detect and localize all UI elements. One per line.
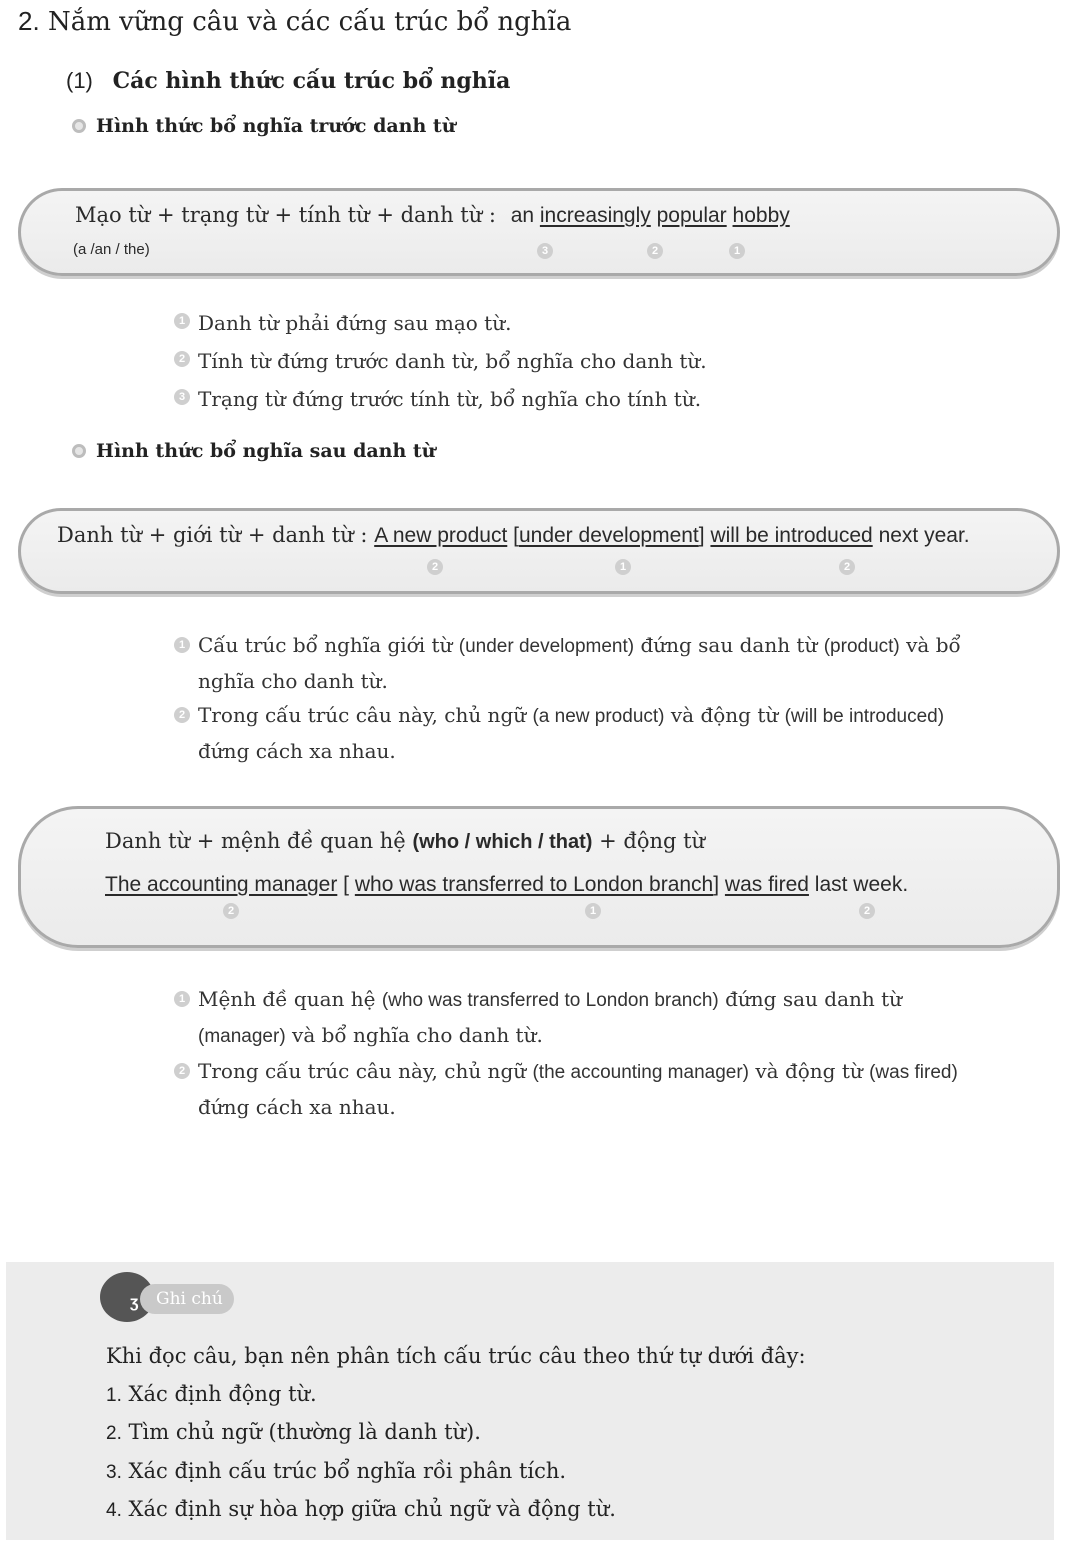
relative-pronouns: (who / which / that) — [412, 831, 593, 853]
note-part: (the accounting manager) — [532, 1062, 749, 1083]
pre-noun-example — [511, 204, 790, 227]
pre-noun-formula-line — [75, 203, 790, 228]
example-verb: was fired — [724, 873, 809, 896]
step-number: 1. — [106, 1384, 122, 1406]
prep-formula-box — [18, 508, 1060, 594]
note-part: đứng sau danh từ — [725, 987, 903, 1011]
note-part: (under development) — [458, 636, 635, 657]
subheading-title: Các hình thức cấu trúc bổ nghĩa — [112, 68, 511, 94]
marker-modifier: 1 — [585, 903, 601, 919]
note-step — [106, 1453, 1026, 1492]
relative-example — [105, 873, 908, 897]
note-part: và động từ — [670, 703, 779, 727]
step-text: Tìm chủ ngữ (thường là danh từ). — [128, 1420, 481, 1444]
marker-subject: 2 — [427, 559, 443, 575]
marker-verb: 2 — [859, 903, 875, 919]
ring-bullet-icon — [72, 444, 86, 458]
example-subject: A new product — [374, 524, 508, 547]
example-adjective: popular — [656, 204, 727, 227]
note-part: (will be introduced) — [784, 706, 945, 727]
note-part: (manager) — [198, 1026, 286, 1047]
note-step — [106, 1376, 1026, 1415]
example-modifier: who was transferred to London branch — [354, 873, 714, 896]
bracket-open: [ — [343, 873, 349, 896]
marker-verb: 2 — [839, 559, 855, 575]
marker-adverb: 3 — [537, 243, 553, 259]
marker-noun: 1 — [729, 243, 745, 259]
note-number: 1 — [174, 637, 190, 653]
prep-note — [174, 698, 1034, 768]
note-step — [106, 1491, 1026, 1530]
example-tail: last week. — [814, 873, 909, 896]
note-part: Cấu trúc bổ nghĩa giới từ — [198, 633, 453, 657]
example-subject: The accounting manager — [105, 873, 338, 896]
relative-formula: Danh từ + mệnh đề quan hệ — [105, 829, 406, 853]
note-part: (a new product) — [532, 706, 665, 727]
note-badge — [100, 1272, 235, 1322]
example-tail: next year. — [878, 524, 970, 547]
note-text: Trạng từ đứng trước tính từ, bổ nghĩa cho tính từ. — [198, 387, 702, 411]
relative-formula-line — [105, 829, 705, 854]
note-text — [198, 982, 902, 1054]
prep-note — [174, 628, 1034, 698]
note-part: (was fired) — [869, 1062, 958, 1083]
step-number: 4. — [106, 1500, 122, 1521]
pre-noun-notes — [174, 304, 707, 418]
note-number: 3 — [174, 389, 190, 405]
note-part: Mệnh đề quan hệ — [198, 987, 376, 1011]
section-number: 2. — [18, 6, 40, 36]
bracket-close: ] — [698, 524, 705, 547]
note-text — [198, 628, 961, 698]
note-text — [198, 698, 944, 768]
marker-modifier: 1 — [615, 559, 631, 575]
note-text: Danh từ phải đứng sau mạo từ. — [198, 311, 512, 335]
relative-note — [174, 1054, 1054, 1124]
relative-note — [174, 982, 1054, 1054]
prep-formula: Danh từ + giới từ + danh từ : — [57, 523, 368, 547]
note-part: nghĩa cho danh từ. — [198, 669, 388, 693]
note-intro: Khi đọc câu, bạn nên phân tích cấu trúc câu theo thứ tự dưới đây: — [106, 1344, 806, 1368]
relative-clause-box — [18, 806, 1060, 948]
note-text: Tính từ đứng trước danh từ, bổ nghĩa cho danh từ. — [198, 349, 707, 373]
ring-bullet-icon — [72, 119, 86, 133]
prep-notes — [174, 628, 1034, 768]
note-part: (product) — [823, 636, 900, 657]
post-noun-title: Hình thức bổ nghĩa sau danh từ — [96, 440, 436, 462]
section-title: Nắm vững câu và các cấu trúc bổ nghĩa — [47, 7, 572, 37]
prep-example — [374, 524, 969, 547]
note-part: và bổ nghĩa cho danh từ. — [292, 1023, 543, 1047]
prep-formula-line — [57, 523, 970, 548]
relative-notes — [174, 982, 1054, 1124]
note-content — [106, 1338, 1026, 1530]
example-article: an — [510, 204, 535, 227]
section-heading — [18, 6, 571, 37]
note-part: đứng sau danh từ — [640, 633, 818, 657]
bracket-open: [ — [513, 524, 519, 547]
example-modifier: under development — [518, 524, 699, 547]
note-number: 2 — [174, 351, 190, 367]
pre-noun-note — [174, 304, 707, 342]
step-text: Xác định sự hòa hợp giữa chủ ngữ và động từ. — [128, 1497, 616, 1521]
note-number: 1 — [174, 991, 190, 1007]
note-number: 2 — [174, 707, 190, 723]
pre-noun-heading — [72, 115, 456, 137]
pre-noun-note — [174, 380, 707, 418]
note-text — [198, 1054, 958, 1124]
pre-noun-title: Hình thức bổ nghĩa trước danh từ — [96, 115, 456, 137]
note-part: và bổ — [906, 633, 961, 657]
note-badge-label: Ghi chú — [140, 1284, 234, 1314]
relative-formula-tail: + động từ — [599, 829, 706, 853]
example-verb: will be introduced — [710, 524, 873, 547]
note-number: 2 — [174, 1063, 190, 1079]
pre-noun-formula-box — [18, 188, 1060, 276]
note-number: 1 — [174, 313, 190, 329]
note-part: (who was transferred to London branch) — [381, 990, 719, 1011]
face-icon: ʒ — [130, 1294, 139, 1311]
bracket-close: ] — [713, 873, 720, 896]
note-part: Trong cấu trúc câu này, chủ ngữ — [198, 703, 527, 727]
pre-noun-formula: Mạo từ + trạng từ + tính từ + danh từ : — [75, 203, 496, 227]
step-number: 3. — [106, 1461, 122, 1483]
example-adverb: increasingly — [539, 204, 651, 227]
article-note: (a /an / the) — [73, 241, 150, 258]
step-text: Xác định cấu trúc bổ nghĩa rồi phân tích. — [128, 1458, 567, 1483]
step-text: Xác định động từ. — [128, 1381, 317, 1406]
subheading — [66, 68, 510, 94]
subheading-number: (1) — [66, 68, 93, 93]
note-step — [106, 1414, 1026, 1453]
note-part: Trong cấu trúc câu này, chủ ngữ — [198, 1059, 527, 1083]
note-part: đứng cách xa nhau. — [198, 739, 396, 763]
note-part: đứng cách xa nhau. — [198, 1095, 396, 1119]
step-number: 2. — [106, 1423, 122, 1444]
post-noun-heading — [72, 440, 436, 462]
marker-adjective: 2 — [647, 243, 663, 259]
example-noun: hobby — [732, 204, 790, 227]
marker-subject: 2 — [223, 903, 239, 919]
pre-noun-note — [174, 342, 707, 380]
note-part: và động từ — [755, 1059, 863, 1083]
